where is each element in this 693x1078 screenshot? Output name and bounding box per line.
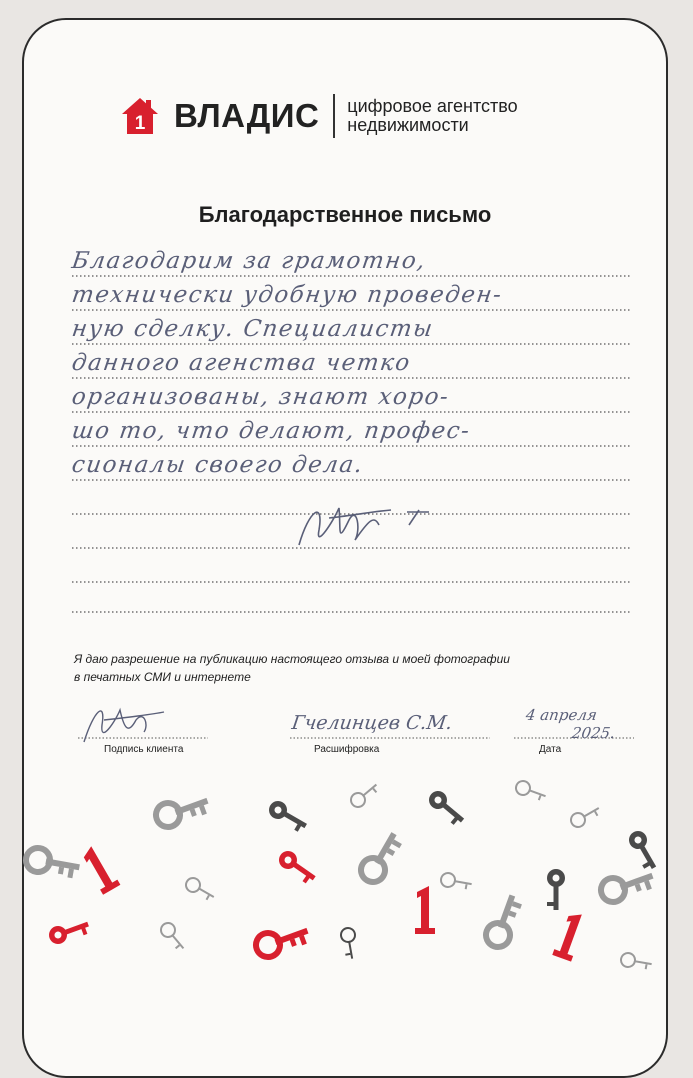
handwritten-line: технически удобную проведен- [70,282,505,308]
handwritten-line: ную сделку. Специалисты [70,316,436,342]
key-icon [46,916,91,947]
handwritten-line: шо то, что делают, профес- [70,418,473,444]
key-icon [483,891,524,950]
key-icon [547,869,565,910]
key-icon [415,886,435,934]
signature-lines [24,20,668,780]
key-icon [440,872,473,891]
key-icon [183,875,217,903]
key-icon [340,927,359,960]
key-icon [552,910,587,962]
decoding-caption: Расшифровка [314,744,380,755]
key-icon [620,952,653,971]
key-icon [79,843,120,895]
key-icon [153,789,212,830]
key-icon [425,787,468,827]
client-signature-caption: Подпись клиента [104,744,184,755]
key-icon [266,798,311,834]
key-icon [626,828,662,873]
handwritten-line: Благодарим за грамотно, [70,248,428,274]
key-icon [158,920,189,953]
brand-name: ВЛАДИС [174,97,320,134]
key-icon [24,846,81,879]
handwritten-line: организованы, знают хоро- [70,384,452,410]
date-value-line1: 4 апреля [524,706,599,724]
client-signature-scribble [84,710,164,742]
key-icon [253,919,312,960]
handwritten-line: сионалы своего дела. [70,452,366,478]
key-icon [348,779,381,810]
brand-tagline-line1: цифровое агентство [347,96,518,116]
key-icon [514,779,548,803]
consent-line2: в печатных СМИ и интернете [74,670,251,684]
key-icon [568,802,602,830]
brand-tagline-line2: недвижимости [347,115,469,135]
letter-title: Благодарственное письмо [198,202,492,227]
logo-glyph: 1 [134,113,146,134]
key-icon [357,828,405,887]
date-value-line2: 2025. [570,724,617,742]
key-icon [598,864,657,905]
date-caption: Дата [539,744,562,755]
consent-line1: Я даю разрешение на публикацию настоящего отзыва и моей фотографии [74,652,510,666]
handwritten-line: данного агенства четко [70,350,413,376]
decoding-value: Гчелинцев С.М. [290,712,454,734]
key-pattern-decoration [0,760,693,1020]
key-icon [275,847,319,885]
